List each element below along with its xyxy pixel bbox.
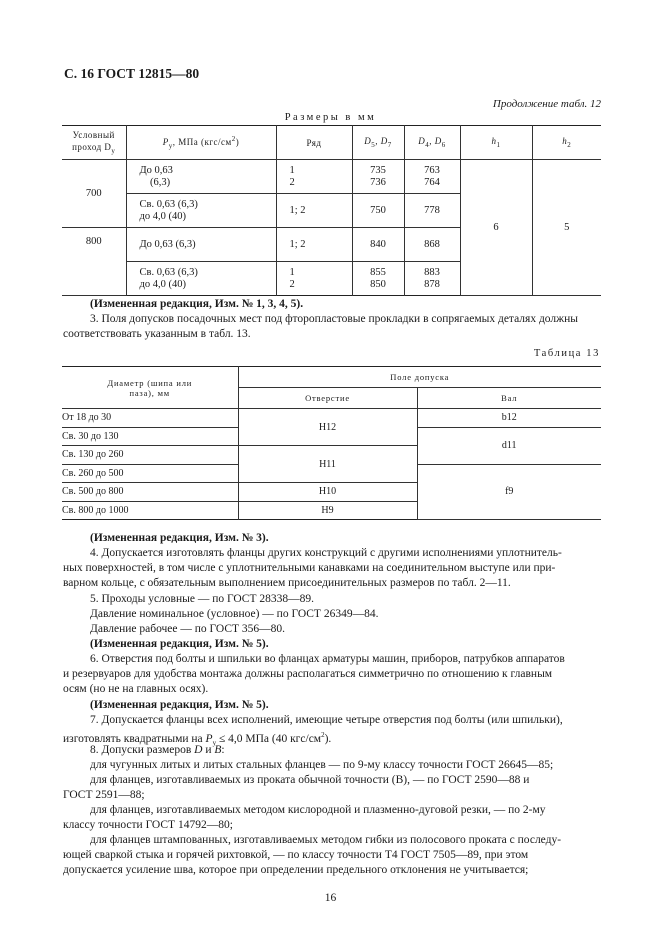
header-row: Ряд — [276, 126, 352, 160]
header-diameter: Диаметр (шипа или паза), мм — [62, 367, 238, 409]
cell-diameter: Св. 800 до 1000 — [62, 501, 238, 520]
table-header-row — [62, 367, 601, 388]
cell-shaft: d11 — [417, 427, 601, 464]
paragraph-7: 7. Допускается фланцы всех исполнений, имеющие четыре отверстия под болты (или шпильки), — [90, 714, 563, 726]
header-tolerance-field: Поле допуска — [238, 367, 601, 388]
paragraph-5-l2: Давление номинальное (условное) — по ГОСТ 26349—84. — [90, 608, 379, 620]
paragraph-8-l8: ющей сваркой стыка и горячей рихтовкой, — по классу точности Т4 ГОСТ 7505—89, при этом — [63, 849, 529, 861]
cell-h2: 5 — [532, 160, 601, 296]
table-13-title: Таблица 13 — [533, 348, 600, 359]
cell-diameter: Св. 260 до 500 — [62, 464, 238, 483]
cell-d46: 883 878 — [404, 262, 460, 296]
cell-hole: H11 — [238, 446, 417, 483]
paragraph-6-l3: осям (но не на главных осях). — [63, 683, 209, 695]
amendment-note: (Измененная редакция, Изм. № 3). — [90, 532, 269, 544]
cell-pressure: Св. 0,63 (6,3) до 4,0 (40) — [126, 262, 276, 296]
amendment-note: (Измененная редакция, Изм. № 5). — [90, 638, 269, 650]
paragraph-4: 4. Допускается изготовлять фланцы других конструкций с другими исполнениями уплотнитель- — [90, 547, 562, 559]
cell-row: 1 2 — [276, 262, 352, 296]
cell-d46: 778 — [404, 194, 460, 228]
paragraph-8: 8. Допуски размеров D и B: — [90, 744, 225, 756]
cell-hole: H9 — [238, 501, 417, 520]
cell-row: 1; 2 — [276, 194, 352, 228]
cell-d46: 763 764 — [404, 160, 460, 194]
paragraph-8-l2: для чугунных литых и литых стальных фланцев — по 9-му классу точности ГОСТ 26645—85; — [90, 759, 554, 771]
cell-d57: 735 736 — [352, 160, 404, 194]
paragraph-6-l2: и резервуаров для удобства монтажа должны располагаться симметрично по отношению к главным — [63, 668, 553, 680]
paragraph-8-l9: допускается усиление шва, которое при определении предельного отклонения не учитывается; — [63, 864, 529, 876]
cell-hole: H12 — [238, 409, 417, 446]
paragraph-5-l3: Давление рабочее — по ГОСТ 356—80. — [90, 623, 286, 635]
cell-shaft: f9 — [417, 464, 601, 520]
cell-row: 1; 2 — [276, 228, 352, 262]
cell-hole: H10 — [238, 483, 417, 502]
paragraph-7-l2: изготовлять квадратными на $P_y \le 4,0$ МПа (40 кгс/$см^2$). — [63, 731, 332, 748]
cell-pressure: Св. 0,63 (6,3) до 4,0 (40) — [126, 194, 276, 228]
cell-diameter: Св. 130 до 260 — [62, 446, 238, 465]
table-12 — [62, 125, 601, 296]
cell-diameter: От 18 до 30 — [62, 409, 238, 428]
paragraph-4-l2: ных поверхностей, в том числе с уплотнительными канавками на соединительном выступе или при- — [63, 562, 556, 574]
header-nominal-bore: Условный проход $D_y$ — [62, 126, 126, 160]
paragraph-4-l3: варном кольце, с обязательным выполнением присоединительных размеров по табл. 2—11. — [63, 577, 511, 589]
table-row — [62, 409, 601, 428]
paragraph-8-l5: для фланцев, изготавливаемых методом кислородной и плазменно-дуговой резки, — по 2-му — [90, 804, 546, 816]
table-13 — [62, 366, 601, 520]
cell-diameter: Св. 500 до 800 — [62, 483, 238, 502]
header-d5-d7: $D_5$, $D_7$ — [352, 126, 404, 160]
paragraph-5: 5. Проходы условные — по ГОСТ 28338—89. — [90, 593, 314, 605]
cell-d46: 868 — [404, 228, 460, 262]
cell-shaft: b12 — [417, 409, 601, 428]
page-number: 16 — [324, 892, 337, 904]
paragraph-3-cont: соответствовать указанным в табл. 13. — [63, 328, 251, 340]
cell-diameter: Св. 30 до 130 — [62, 427, 238, 446]
amendment-note: (Измененная редакция, Изм. № 1, 3, 4, 5). — [90, 298, 304, 310]
paragraph-8-l6: классу точности ГОСТ 14792—80; — [63, 819, 233, 831]
paragraph-6: 6. Отверстия под болты и шпильки во фланцах арматуры машин, приборов, патрубков аппаратов — [90, 653, 565, 665]
table-row — [62, 160, 601, 194]
cell-d57: 855 850 — [352, 262, 404, 296]
sizes-caption: Размеры в мм — [284, 112, 377, 123]
paragraph-8-l7: для фланцев штампованных, изготавливаемых методом гибки из полосового проката с последу- — [90, 834, 562, 846]
cell-dn: 700 — [62, 160, 126, 228]
amendment-note: (Измененная редакция, Изм. № 5). — [90, 699, 269, 711]
paragraph-8-l3: для фланцев, изготавливаемых из проката обычной точности (В), — по ГОСТ 2590—88 и — [90, 774, 530, 786]
cell-h1: 6 — [460, 160, 532, 296]
header-d4-d6: $D_4$, $D_6$ — [404, 126, 460, 160]
cell-pressure: До 0,63 (6,3) — [126, 228, 276, 262]
table-continuation-label: Продолжение табл. 12 — [492, 98, 601, 110]
paragraph-8-l4: ГОСТ 2591—88; — [63, 789, 145, 801]
header-shaft: Вал — [417, 388, 601, 409]
header-pressure: $P_y$, МПа $(кгс/см^2)$ — [126, 126, 276, 160]
table-header-row — [62, 126, 601, 160]
header-h1: $h_1$ — [460, 126, 532, 160]
cell-row: 1 2 — [276, 160, 352, 194]
cell-dn: 800 — [62, 228, 126, 296]
cell-d57: 840 — [352, 228, 404, 262]
cell-pressure: До 0,63 (6,3) — [126, 160, 276, 194]
cell-d57: 750 — [352, 194, 404, 228]
paragraph-3: 3. Поля допусков посадочных мест под фторопластовые прокладки в сопрягаемых деталях должны — [90, 313, 578, 325]
header-h2: $h_2$ — [532, 126, 601, 160]
header-hole: Отверстие — [238, 388, 417, 409]
page-header: С. 16 ГОСТ 12815—80 — [64, 66, 200, 81]
